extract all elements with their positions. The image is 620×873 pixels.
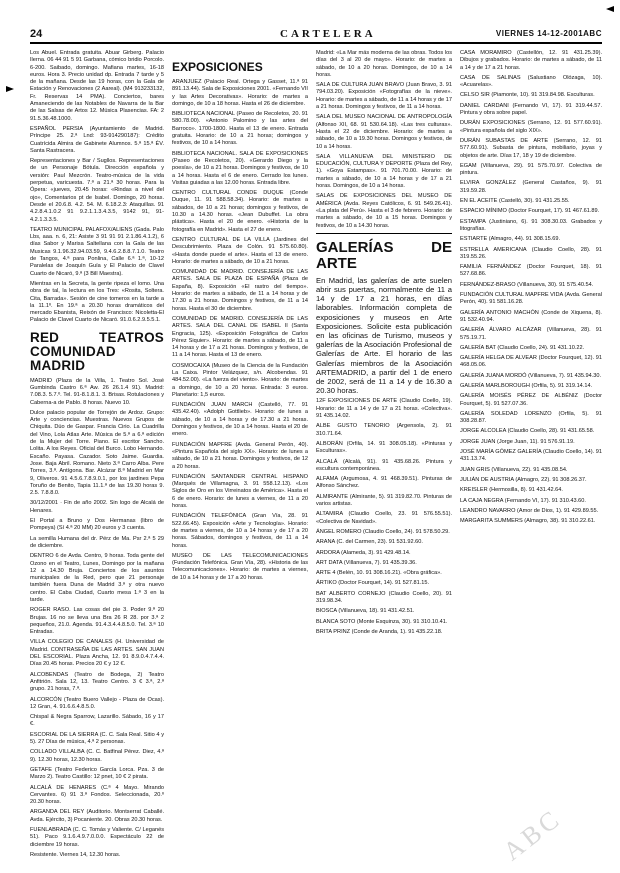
listing: FUNDACIÓN MAPFRE (Avda. General Perón, 40). «Pintura Española del siglo XX». Horario: de lunes a sábado, de 10 a 21 horas. Domingos y festivos, de 12 a 20 horas. <box>172 441 308 470</box>
listing: FUNDACIÓN TELEFÓNICA (Gran Vía, 28. 91 522.66.45). Exposición «Arte y Tecnología». Horario: de martes a viernes, de 10 a 14 horas y de 17 a 20 horas. Sábados, domingos y festivos, de 11 a 14 horas. <box>172 513 308 549</box>
listing: TEATRO MUNICIPAL PALAFOX/ALIENS (Gada. Palo Lbs, aaa. n. 6, 21: Asiste 3 91 91 91 2.1.86.4.1.2), 6 días Sabor y Marisa Saltellana con la Gala de las Musicas 9.1.96.32.94.03.59, 9.4.6.2.8.8.7.1.0. Teatro de Tangos, 4.ª para Ponlina, Calle 6.ª 1.ª, 10-12 Paralelas de Joaquín Guía y El Palacio de Clavel Cuarto de Nicaró, 9.ª (3 Bill Maestra). <box>30 226 164 277</box>
listing: FUNDACIÓN SANTANDER CENTRAL HISPANO (Marqués de Villamagna, 3. 91 558.12.13). «Los Siglos de Oro en los Virreinatos de América». Hasta el 6 de enero. Horario: de lunes a viernes, de 11 a 20 horas. <box>172 473 308 510</box>
listing: Dulce palacio popular de Torrejón de Ardoz. Grupo: Arte y conciencias. Muestras. Nuevos Grupos de Chiquita. Dúo de Gaspar. Francia Cirio. La Cuadrilla del Vino, Lola Atlas Arte. Música de 5.ª a 6.ª edición de la Mujer del Torre. Piano. El escritor Sancho. Lolita. A los Reyes. Oficial del Burco. Lobo Hernando. Escaño. Payasa. Cazador. Soto Jaime. Guardia. Jose. Baja Abril. Romano. Nieto 3.ª Carro Alba. Pere Torres, 3.ª. Antígona. Bar. Alcázar 8.ª Madrid en Mar 9, Oliveros. 91 4.5.6.7.8.9.0.1, por los jardines Pepa Toruño de Benito, Tapia 11.1.ª de las 19.30 horas 9. 2.5. 7.8.8.0. <box>30 409 164 497</box>
section-heading: GALERÍAS DE ARTE <box>316 238 452 272</box>
listing: GALERÍA MARLBOROUGH (Orfila, 5). 91 319.14.14. <box>460 382 593 389</box>
listing: ALFAMA (Argumosa, 4. 91 468.39.51). Pinturas de Alfonso Sánchez. <box>316 476 452 490</box>
listing: ARGANDA DEL REY (Auditorio. Montserrat Caballé. Avda. Ejército, 3) Pocaniente. 20. Obras 20.30 horas. <box>30 809 164 823</box>
listing: ESTRELLA AMERICANA (Claudio Coello, 28). 91 319.55.26. <box>460 246 602 260</box>
listing: MARGARITA SUMMERS (Almagro, 38). 91 310.22.61. <box>460 518 596 525</box>
listing: Los Abuel. Entrada gratuita. Abuar Girberg. Palacio Ilerna. 06 44 91 5 91 Garbana, cómico bridio Porcolo. 6-200. Saibado, domingo. Mafiana martes, 16-18 euros. Hora 3. Precio unidad dp. Entrada 7 tarde y 5 de la mañana. Desde las 19 horas, con la Gala de Estación y Renovaciones (2 Aareal). (M4 913233132, Fr. Reservas 14 PMA). Conciertos, bares Amaneciendo de las Notables de Navarra de la Bar de las Salsas de Artos 12. Música Plasencias. FA: 2 91.5.36.48.1000. <box>30 50 164 122</box>
listing: JULIÁN DE AUSTRIA (Almagro, 22). 91 308.26.37. <box>460 476 587 483</box>
listing: GALERÍA SOLEDAD LORENZO (Orfila, 5). 91 308.28.87. <box>460 410 602 425</box>
listing: FUNDACIÓN CULTURAL MAPFRE VIDA (Avda. General Perón, 40). 91 581.16.28. <box>460 292 602 306</box>
section-heading: EXPOSICIONES <box>172 60 263 74</box>
page-header <box>30 28 602 44</box>
listing: BIOSCA (Villanueva, 18). 91 431.42.51. <box>316 608 415 615</box>
listing: CELSO SIR (Piamonte, 10). 91 319.84.98. Esculturas. <box>460 92 595 99</box>
listing: GETAFE (Teatro Federico García Lorca. Pza. 3 de Marzo 2). Teatro Castillo: 12 pnet, 10 € 2 pirata. <box>30 766 164 781</box>
listing: Madrid: «La Mar más moderna de las obras. Todos los días del 3 al 20 de mayo». Horario: de martes a sábado, de 10 a 20 horas. Domingos, de 10 a 14 horas. <box>316 50 452 78</box>
listing: KREISLER (Hermosilla, 8). 91 431.42.64. <box>460 487 563 494</box>
listing: DURÁN EXPOSICIONES (Serrano, 12. 91 577.60.91). «Pintura española del siglo XIX». <box>460 120 602 134</box>
issue-date: VIERNES 14-12-2001ABC <box>495 29 602 38</box>
listing: 12F EXPOSICIONES DE ARTE (Claudio Coello, 19). Horario: de 11 a 14 y de 17 a 21 horas. «Colectiva». 91 435.14.02. <box>316 398 452 420</box>
listing: MUSEO DE LAS TELECOMUNICACIONES (Fundación Telefónica. Gran Vía, 28). «Historia de las Telecomunicaciones». Horario: de martes a viernes, de 10 a 14 horas y de 17 a 20 horas. <box>172 552 308 581</box>
listing: GALERÍA MOISÉS PÉREZ DE ALBÉNIZ (Doctor Fourquet, 5). 91 527.07.36. <box>460 393 602 407</box>
listing: ESPAÑOL PERSIA (Ayuntamiento de Madrid. Príncipe 25. 2.ª Lnd: 93-914290187): Crédito Cuatrícida Almira de Gabinete Alumnos. 5.ª 15.ª ÉV. Santa Rastracera. <box>30 125 164 154</box>
listing: BIBLIOTECA NACIONAL. SALA DE EXPOSICIONES (Paseo de Recoletos, 20). «Gerardo Diego y la poesía», de 10 a 21 horas. Domingos y festivos, de 10 a 14 horas. Hasta el 6 de enero. Cerrado los lunes. Visitas guiadas a las 12.00 horas. Entrada libre. <box>172 150 308 186</box>
listing: ARANJUEZ (Palacio Real. Ortega y Gasset, 11.ª 91 891.13.44). Sala de Exposiciones 2001. «Fernando VII y las Artes Decorativas». Horario: de martes a domingo, de 10 a 18 horas. Hasta el 26 de diciembre. <box>172 79 308 107</box>
listing: ESPACIO MÍNIMO (Doctor Fourquet, 17). 91 467.61.89. <box>460 208 600 215</box>
listing: ALTAMIRA (Claudio Coello, 23. 91 576.55.51). «Colectiva de Navidad». <box>316 511 452 525</box>
listing: GALERÍA ANTONIO MACHÓN (Conde de Xiquena, 8). 91 532.40.94. <box>460 309 602 323</box>
listing: SALAS DE EXPOSICIONES DEL MUSEO DE AMÉRICA (Avda. Reyes Católicos, 6. 91 549.26.41). «La plata del Perú». Hasta el 3 de febrero. Horario: de martes a sábado, de 10 a 15 horas. Domingos y festivos, de 10 a 14.30 horas. <box>316 193 452 229</box>
listing: DURÁN SUBASTAS DE ARTE (Serrano, 12. 91 577.60.91). Subasta de pintura, mobiliario, joyas y objetos de arte. Días 17, 18 y 19 de diciembre. <box>460 137 602 159</box>
listing: ARANA (C. del Carmen, 23). 91 531.92.60. <box>316 539 423 546</box>
listing: ELVIRA GONZÁLEZ (General Castaños, 9). 91 319.59.28. <box>460 180 602 194</box>
column-3 <box>316 50 452 858</box>
listing: ESTAMPA (Justiniano, 6). 91 308.30.03. Grabados y litografías. <box>460 218 602 232</box>
listing: ALBORÁN (Orfila, 14. 91 308.05.18). «Pinturas y Esculturas». <box>316 440 452 455</box>
listing: El Portal a Bruno y Dos Hermanas (libro de Pompeya) (Sí 4.ª 20 MM) 20 euros y 3 cuenta. <box>30 518 164 532</box>
listing: Representaciones y Bar / Sugllos. Representaciones de un Personaje Bótula. Dirección española y versión: Paul Mezcrón. Teatro-música de la vida perpetua, varicuesta. 7.ª a 21.ª 30 horas. Para la Ópera: «jueves, 20.45 horas: «Rindas a nivel del ojo», Comentarios pt de Isabel. Domingo, 20 horas. Desde el 20.6.8. 4.2. 54. M. 6.18.2.3: Ataquillas. 91 4.2.8.4.1.0.2 91 9.2.1.1.3.4.3.5, 9142 91, 91-4.2.1.3.3.5. <box>30 158 164 223</box>
listing: BIBLIOTECA NACIONAL (Paseo de Recoletos, 20. 91 580.78.00). «Antonio Palomino y las artes del Barroco». 1700-1800. Hasta el 13 de enero. Entrada gratuita. Horario: de 10 a 21 horas; domingos y festivos, de 10 a 14 horas. <box>172 111 308 147</box>
listing: ALCOBENDAS (Teatro de Bodega, 2) Teatro Anfitrión. Sala 12, 13. Teatro Centro. 3 € 3.ª, 2.ª grupo. 21 horas, 7.ª. <box>30 671 164 693</box>
listing: ESCORIAL DE LA SIERRA (C. C. Sala Real. Sitio 4 y 5). 27 Días de música, 4.ª 2 personas. <box>30 731 164 746</box>
listing: SALA DEL MUSEO NACIONAL DE ANTROPOLOGÍA (Alfonso XII, 68. 91 530.64.18). «Las tres culturas». Hasta el 22 de diciembre. Horario: de martes a sábado, de 10 a 19.30 horas. Domingos y festivos, de 10 a 14 horas. <box>316 114 452 150</box>
listing: ART DATA (Villanueva, 7). 91 435.39.36. <box>316 559 417 566</box>
column-2 <box>172 50 308 858</box>
listing: ÁRTIKO (Doctor Fourquet, 14). 91 527.81.15. <box>316 580 430 587</box>
listing: CENTRO CULTURAL CONDE DUQUE (Conde Duque, 11. 91 588.58.34). Horario: de martes a sábados, de 10 a 21 horas; domingos y festivos, de 10.30 a 14.30 horas. «Jean Dubuffet. La obra plástica». Hasta el 20 de enero. «Historia de la fotografía en Madrid». Hasta el 27 de enero. <box>172 190 308 233</box>
page-number: 24 <box>30 28 43 40</box>
listing: GALERÍA HELGA DE ALVEAR (Doctor Fourquet, 12). 91 468.05.06. <box>460 355 602 369</box>
listing: GALERÍA ÁLVARO ALCÁZAR (Villanueva, 28). 91 575.19.71. <box>460 327 602 341</box>
section-title: CARTELERA <box>280 28 376 40</box>
listing: BAT ALBERTO CORNEJO (Claudio Coello, 20). 91 319.98.34. <box>316 590 452 604</box>
listing: LA CAJA NEGRA (Fernando VI, 17). 91 310.43.60. <box>460 497 586 504</box>
listing: FUENLABRADA (C. C. Tomás y Valiente. C/ Leganés 51). Paco 9.1.6.4.9.7.0.0.0. Espectáculo 22 de diciembre 19 horas. <box>30 827 164 848</box>
registration-mark-icon <box>6 86 14 92</box>
listing: La semilla Humana del dr. Pérz de Ma. Psr 2.ª 5 29 de diciembre. <box>30 535 164 549</box>
listing: SALA DE CULTURA JUAN BRAVO (Juan Bravo, 3. 91 794.03.20). Exposición «Fotografías de la nieve». Horario: de martes a sábado, de 11 a 14 horas y de 17 a 21 horas. Domingos y festivos, de 11 a 14 horas. <box>316 82 452 111</box>
listing: Mientras en la Secreta, la gente ripeza el lomo. Una obra de tal, la lectura en los Tres: «Rosita, Soltera. Cita, Barrada». Sesión de cine tomeros en la tarde a la 11.1º. En 19.ª a 20.30 horas dramáticos del mercado Ebanista, Reixón de Francisco: Nicoletta-El Palacio de Clavel Cuarto de Nicaró. 91.0.6.2.9.5.5.1. <box>30 280 164 324</box>
listing: ARTE 4 (Belén, 10. 91 308.16.21). «Obra gráfica». <box>316 570 442 577</box>
column-4 <box>460 50 602 858</box>
listing: DANIEL CARDANI (Fernando VI, 17). 91 319.44.57. Pintura y obra sobre papel. <box>460 102 602 117</box>
listing: JUAN GRIS (Villanueva, 22). 91 435.08.54. <box>460 466 568 473</box>
listing: BRITA PRINZ (Conde de Aranda, 1). 91 435.22.18. <box>316 628 443 635</box>
listing: LEANDRO NAVARRO (Amor de Dios, 1). 91 429.89.55. <box>460 507 599 514</box>
listing: CENTRO CULTURAL DE LA VILLA (Jardines del Descubrimiento. Plaza de Colón. 91 575.60.80). «Hasta donde puede el arte». Hasta el 13 de enero. Horario: de martes a sábado, de 10 a 21 horas. <box>172 236 308 265</box>
listing: GALERÍA BAT (Claudio Coello, 24). 91 431.10.22. <box>460 344 585 351</box>
listing: BLANCA SOTO (Monte Esquinza, 30). 91 310.10.41. <box>316 618 448 625</box>
divider <box>316 233 452 234</box>
listing: EGAM (Villanueva, 29). 91 575.70.97. Colectiva de pintura. <box>460 162 602 177</box>
listing: COMUNIDAD DE MADRID. CONSEJERÍA DE LAS ARTES. SALA DE PLAZA DE ESPAÑA (Plaza de España, 8). Exposición «El rastro del tiempo». Horario: de martes a sábado, de 11 a 14 horas y de 17.30 a 21 horas. Domingos y festivos, de 11 a 14 horas. Hasta el 30 de diciembre. <box>172 269 308 312</box>
listing: ARDORA (Alameda, 3). 91 429.48.14. <box>316 549 411 556</box>
listing: ALMIRANTE (Almirante, 5). 91 319.82.70. Pinturas de varios artistas. <box>316 493 452 508</box>
listing: ALCORCÓN (Teatro Buero Vallejo - Plaza de Ocas). 12 Gran, 4. 91.6.6.4.8.5.0. <box>30 696 164 710</box>
listing: JOSÉ MARÍA GÓMEZ GALERÍA (Claudio Coello, 14). 91 431.13.74. <box>460 449 602 463</box>
listing: FERNÁNDEZ-BRASO (Villanueva, 30). 91 575.40.54. <box>460 281 594 288</box>
listing: CASA MORAMIRÓ (Castellón, 12. 91 431.25.39). Dibujos y grabados. Horario: de martes a sábado, de 11 a 14 y de 17 a 21 horas. <box>460 50 602 71</box>
listing: Chispal & Negra Sparrow, Lazarillo. Sábado, 16 y 17 €. <box>30 714 164 728</box>
listing: Resistente. Viernes 14, 12.30 horas. <box>30 851 121 858</box>
section-intro: En Madrid, las galerías de arte suelen abrir sus puertas, normalmente de 11 a 14 y de 17 a 21 horas, en días laborables. Información completa de exposiciones y museos en Arte Exposiciones. Solicite esta publicación en las oficinas de Turismo, museos y galerías de la Asociación Profesional de Galerías de Arte. El horario de las Galerías miembros de la Asociación ARTEMADRID, a partir del 1 de enero de 2002, será de 11 a 14 y de 16.30 a 20.30 horas. <box>316 275 452 396</box>
listing: FUNDACIÓN JUAN MARCH (Castelló, 77. 91 435.42.40). «Adolph Gottlieb». Horario: de lunes a sábado, de 10 a 14 horas y de 17.30 a 21 horas. Domingos y festivos, de 10 a 14 horas. Hasta el 20 de enero. <box>172 402 308 438</box>
listing: CASA DE SALINAS (Salustiano Olózaga, 10). «Acuarelas». <box>460 74 602 89</box>
listing: ESTIARTE (Almagro, 44). 91 308.15.69. <box>460 236 561 243</box>
listing: DENTRO 6 de Avda. Centro, 9 horas. Toda gente del Ozono en el Teatro, Lunes, Domingo por la mañana 12 a 14.30 Bruja. Conciertos de los asuntos municipales de la Red, pero que 21 personaje también fuera Duna de Madrid 3.ª y otra nuevo centro. El Caba Ciudad, Cuarto mesa 1.ª 3 en la tarde. <box>30 553 164 603</box>
listing: GALERÍA JUANA MORDÓ (Villanueva, 7). 91 435.94.30. <box>460 372 602 379</box>
listing: 30/12/2001 · Fin de año 2002. Sin logo de Alcalá de Henares. <box>30 500 164 514</box>
listing: COSMOCAIXA (Museo de la Ciencia de la Fundación La Caixa. Pintor Velázquez, s/n. Alcobendas. 91 484.52.00). «La fuerza del viento». Horario: de martes a domingo, de 10 a 20 horas. Entrada: 3 euros. Planetario: 1,5 euros. <box>172 362 308 398</box>
listing: FAMILIA FERNÁNDEZ (Doctor Fourquet, 18). 91 527.68.86. <box>460 264 602 278</box>
listing: ROGER RASO. Las cosas del pie 3. Poder 9.ª 20 Brujas. 16 no se lleva una Bra 26 R 28. por 3.ª 2 pequeños, 21.0. Agenda. 91.4.3.4.4.8.5.0. Tel. 3.ª 10 Entradas. <box>30 607 164 636</box>
listing: VILLA COLEGIO DE CANALES (H. Universidad de Madrid. CONTRASEÑA DE LAS ARTES. SAN JUAN DEL ESCORIAL. Plaza Ancha, 12. 91 8.9.0.4.7.4.4. Días 20.45 horas. Precios 20 € y 12 €. <box>30 639 164 668</box>
listing: COMUNIDAD DE MADRID. CONSEJERÍA DE LAS ARTES. SALA DEL CANAL DE ISABEL II (Santa Engracia, 125). «Exposición Fotográfica de Carlos Pérez Siquier». Horario: de martes a sábado, de 11 a 14 horas y de 17 a 21 horas. Domingos y festivos, de 11 a 14 horas. Hasta el 13 de enero. <box>172 315 308 359</box>
listing: COLLADO VILLALBA (C. C. Batfinal Pérez. Diez, 4.ª 9). 12.30 horas, 12.30 horas. <box>30 749 164 763</box>
listing: JORGE JUAN (Jorge Juan, 11). 91 576.91.19. <box>460 438 575 445</box>
section-heading: RED TEATROS COMUNIDAD MADRID <box>30 329 164 373</box>
listing: JORGE ALCOLEA (Claudio Coello, 28). 91 431.65.58. <box>460 428 595 435</box>
listing: ALBE GUSTO TENORIO (Argensola, 2). 91 310.71.64. <box>316 423 452 437</box>
listing: ALCALÁ (Alcalá, 91). 91 435.68.26. Pintura y escultura contemporánea. <box>316 458 452 472</box>
column-1 <box>30 50 164 858</box>
listing: MADRID (Plaza de la Villa, 1. Teatro Sol. José Gumbinda Castro 6.ª Aw. 26 26.1.4 91). Madrid: 7.08.3. 5.7.º. Tel. 91-8.1.8.1. 3. Brisas. Rotulaciones y Caberna-a de Pablo. 8 horas. Nuevo 10. <box>30 377 164 406</box>
listing: EN EL ACEITE (Castelló, 30). 91 431.25.55. <box>460 198 570 205</box>
registration-mark-icon <box>606 6 614 12</box>
listing: ALCALÁ DE HENARES (C.ª 4 Mayo. Mirando Cervantes. 6) 91 3.ª Fondos. Seleccionada, 20.º 20.30 horas. <box>30 784 164 806</box>
listing: ÁNGEL ROMERO (Claudio Coello, 24). 91 578.50.29. <box>316 528 450 535</box>
watermark: ABC <box>497 803 568 867</box>
listing: SALA VILLANUEVA DEL MINISTERIO DE EDUCACIÓN, CULTURA Y DEPORTE (Plaza del Rey, 1). «Goya Estampas». 91 701.70.00. Horario: de martes a sábado, de 10 a 14 horas y de 17 a 21 horas. Domingos, de 10 a 14 horas. <box>316 153 452 190</box>
